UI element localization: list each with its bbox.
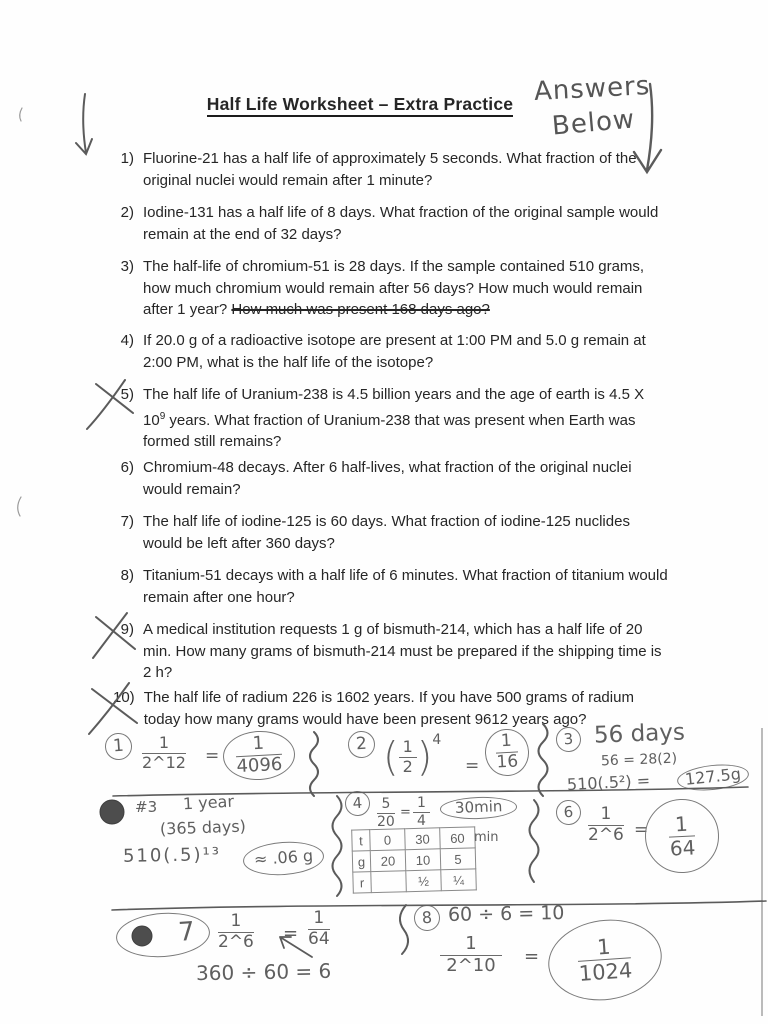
answer-6-fraction [588,806,624,845]
table-cell: 0 [370,829,406,851]
answer-2-label: 2 [347,730,376,759]
equals-sign: = [283,923,299,944]
answer-3-work1: 56 = 28(2) [600,750,678,770]
answer-2-fraction [399,739,417,776]
answer-4-unit: min [474,830,499,845]
exponent-superscript: 9 [159,410,166,422]
answer-8-work: 60 ÷ 6 = 10 [447,901,565,927]
fraction-numerator: 1 [577,935,632,963]
answer-3-result-circle: 127.5g [676,761,750,793]
answer-7-fraction [218,913,254,952]
answer-8-fraction [440,935,502,976]
exponent: 4 [432,732,442,748]
answer-8-result-circle [543,912,667,1007]
answer-1-result-circle [222,729,296,781]
fraction-numerator: 1 [235,734,282,757]
question-number: 9) [120,621,134,638]
fraction-numerator: 1 [413,796,430,813]
question-item [113,148,669,191]
equals-sign: = [524,946,540,967]
squiggle-divider [310,732,318,796]
fraction-denominator: 1024 [578,958,634,987]
squiggle-divider [333,796,342,896]
equals-sign: = [205,746,220,766]
fraction-numerator: 5 [377,797,395,814]
table-cell: 20 [370,850,406,872]
question-number: 3) [120,258,134,275]
scribble-mark [100,800,124,824]
answer-4-table [352,828,476,892]
fraction-denominator: 2 [402,757,413,776]
question-number: 5) [120,386,134,403]
question-item [113,511,669,554]
question-text-after: years. What fraction of Uranium-238 that was present when Earth was formed still remains? [143,411,636,450]
fraction-denominator: 64 [669,834,696,861]
margin-mark [18,497,21,516]
question-text: If 20.0 g of a radioactive isotope are present at 1:00 PM and 5.0 g remain at 2:00 PM, what is the half life of the isotope? [143,332,646,371]
handwritten-answers-note-line2: Below [550,104,637,142]
question-number: 7) [120,513,134,530]
fraction-numerator: 1 [495,732,518,753]
question-text: The half life of iodine-125 is 60 days. What fraction of iodine-125 nuclides would be left after 360 days? [143,513,630,552]
question-number: 6) [120,459,134,476]
answer-2-expression [383,733,441,779]
struck-text: How much was present 168 days ago? [231,301,490,318]
question-item [113,619,669,684]
question-text: Chromium-48 decays. After 6 half-lives, what fraction of the original nuclei would remain? [143,459,632,498]
question-text: Iodine-131 has a half life of 8 days. What fraction of the original sample would remain at the end of 32 days? [143,204,659,243]
question-item [113,202,669,245]
answer-6-label: 6 [555,799,582,826]
answer-3-text: 56 days [593,719,686,749]
question-number: 2) [120,204,134,221]
table-cell: 30 [405,828,441,850]
table-cell: 10 [405,849,441,871]
fraction-denominator: 2^6 [588,824,624,845]
question-item [113,384,669,453]
fraction-denominator: 4 [417,812,426,829]
table-cell: t [352,830,371,851]
fraction-numerator: 1 [142,735,186,754]
answer-7-result-fraction [308,910,330,949]
fraction-denominator: 2^10 [446,954,496,976]
answer-4-fraction2 [413,796,430,828]
answer-3b-ref: #3 [135,798,158,816]
table-cell: 60 [440,827,476,849]
fraction-denominator: 4096 [236,753,283,778]
answer-2-result-circle [484,728,530,777]
equals-sign: = [634,820,649,840]
equals-sign: = [400,805,411,820]
table-cell [371,871,407,893]
fraction-denominator: 16 [495,751,519,773]
question-number: 4) [120,332,134,349]
fraction-numerator: 1 [308,910,330,930]
fraction-denominator: 64 [308,928,330,949]
table-cell: ¼ [441,869,477,891]
question-item [113,256,669,321]
table-cell: g [352,851,371,872]
handwritten-answers-note-line1: Answers [533,70,651,108]
fraction-denominator: 2^12 [142,752,186,772]
answer-4-label: 4 [344,790,371,817]
margin-mark [20,108,22,121]
fraction-numerator: 1 [440,935,502,956]
squiggle-divider [400,905,408,954]
fraction-numerator: 1 [218,913,254,933]
answer-7-work: 360 ÷ 60 = 6 [195,958,332,986]
question-number: 1) [120,150,134,167]
answer-2-result-fraction [495,732,519,772]
squiggle-divider [539,724,548,796]
answer-4-fraction1 [377,797,395,829]
page-title-text: Half Life Worksheet – Extra Practice [207,94,513,117]
question-number: 10) [113,689,135,706]
fraction-numerator: 1 [668,813,695,837]
answer-1-result-fraction [235,734,283,777]
question-text: The half life of radium 226 is 1602 years. If you have 500 grams of radium today how many grams would have been present 9612 years ago? [143,689,634,728]
left-paren: ( [383,734,399,781]
table-cell: r [353,872,372,893]
question-text: A medical institution requests 1 g of bismuth-214, which has a half life of 20 min. How many grams of bismuth-214 must be prepared if the shipping time is 2 h? [143,621,662,681]
fraction-numerator: 1 [588,806,624,826]
right-paren: ) [416,734,433,781]
question-number: 8) [120,567,134,584]
question-text: Fluorine-21 has a half life of approximately 5 seconds. What fraction of the original nuclei would remain after 1 minute? [143,150,637,189]
question-text-before: The half life of Uranium-238 is 4.5 billion years and the age of earth is 4.5 X 10 [143,386,645,429]
answer-8-result-fraction [577,935,634,986]
answer-7-label: 7 [177,917,196,949]
question-item [113,457,669,500]
answer-4-circled-time: 30min [440,796,518,820]
answer-3b-result-circle: ≈ .06 g [242,839,325,877]
table-cell: ½ [406,870,442,892]
table-cell: 5 [440,848,476,870]
scan-edge-line [761,728,763,1016]
fraction-denominator: 2^6 [218,931,254,952]
answer-3b-line3: 510(.5)¹³ [122,844,222,867]
answer-8-label: 8 [413,904,441,932]
answer-6-result-circle [643,797,721,875]
question-text [143,384,669,453]
table-row [353,869,477,893]
question-item [113,330,669,373]
question-text [143,256,669,321]
fraction-numerator: 1 [399,739,417,758]
answer-3b-line1: 1 year [182,791,235,814]
answer-3b-line2: (365 days) [159,816,247,839]
squiggle-divider [530,800,539,882]
answer-7-label-circle [115,910,212,960]
answer-1-fraction [142,735,186,772]
answer-6-result-fraction [668,813,696,859]
equals-sign: = [465,756,480,776]
answer-3-work2: 510(.5²) = [566,770,651,795]
pencil-line [112,901,766,910]
question-item [113,565,669,608]
question-text-main: The half-life of chromium-51 is 28 days. If the sample contained 510 grams, how much chromium would remain after 56 days? How much would remain after 1 year? [143,258,645,318]
answer-1-label: 1 [104,732,133,761]
question-item [113,687,669,730]
answer-3-label: 3 [555,726,582,753]
fraction-denominator: 20 [377,813,395,830]
question-text: Titanium-51 decays with a half life of 6 minutes. What fraction of titanium would remain after one hour? [143,567,668,606]
